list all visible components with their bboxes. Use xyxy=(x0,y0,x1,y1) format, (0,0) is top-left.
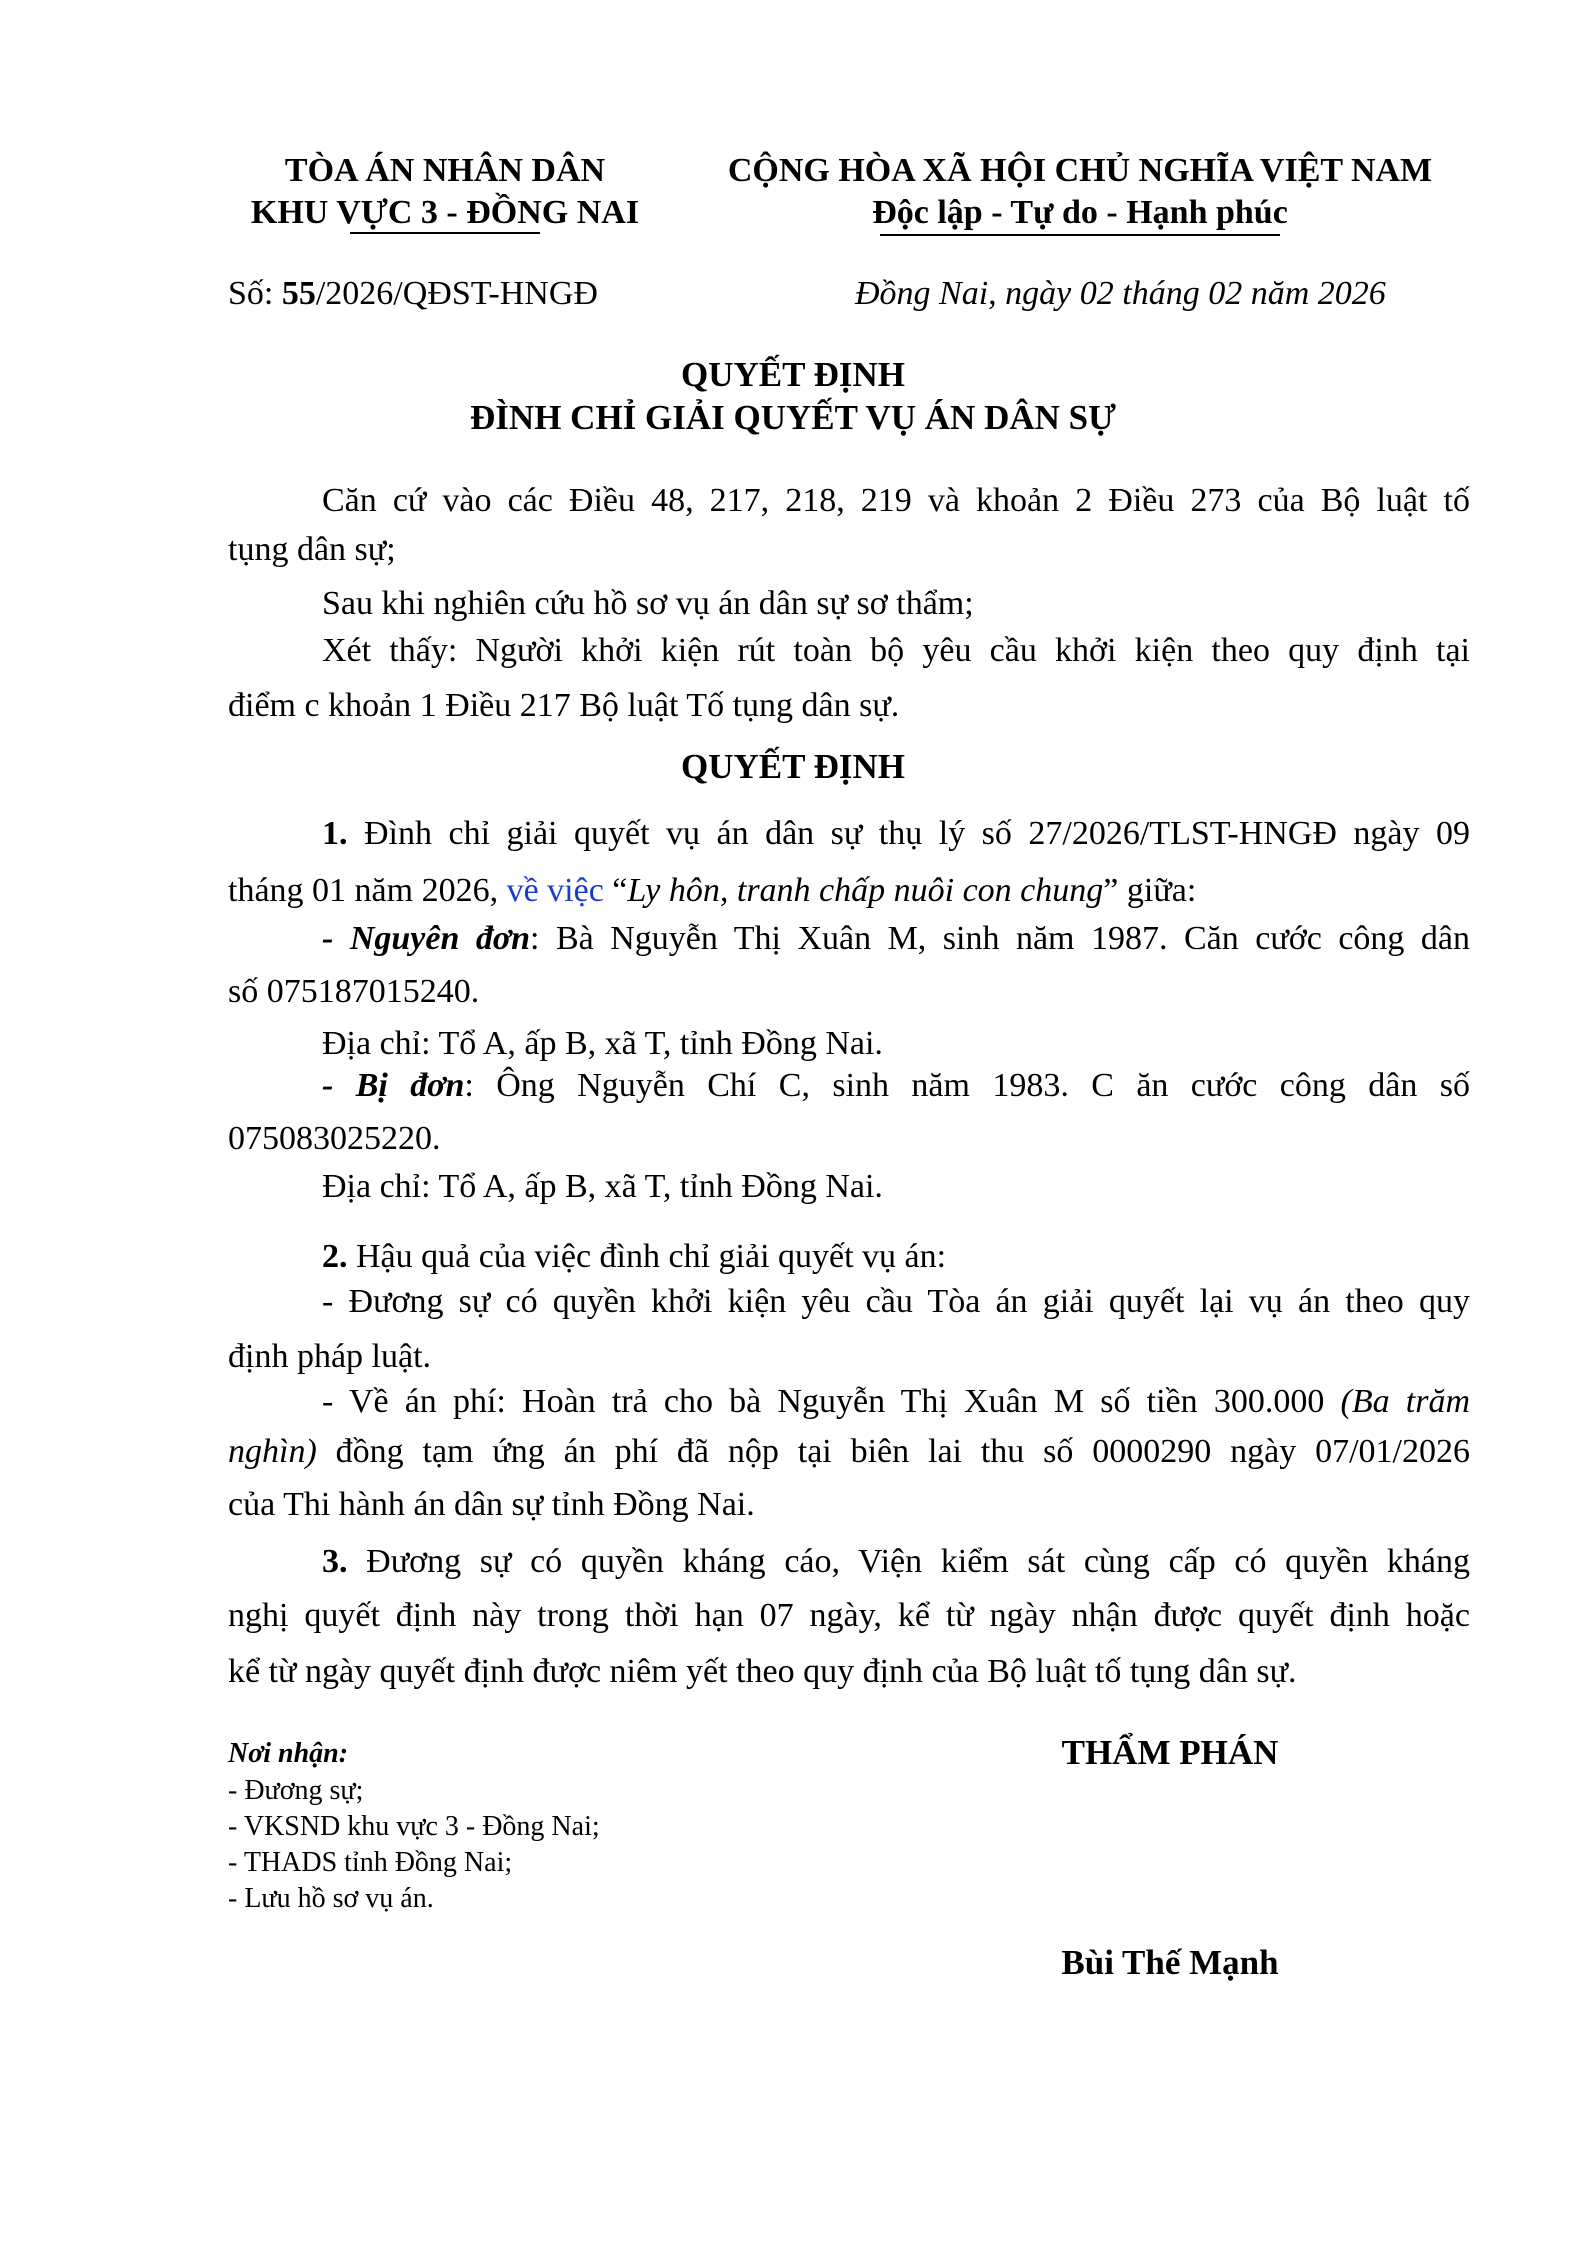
item3-line2: nghị quyết định này trong thời hạn 07 ngày, kể từ ngày nhận được quyết định hoặc xyxy=(228,1597,1470,1634)
item1-line1 xyxy=(322,815,1470,853)
item2-a-line1: - Đương sự có quyền khởi kiện yêu cầu Tòa án giải quyết lại vụ án theo quy xyxy=(322,1283,1470,1320)
item3-line3: kể từ ngày quyết định được niêm yết theo quy định của Bộ luật tố tụng dân sự. xyxy=(228,1653,1297,1690)
court-underline xyxy=(350,232,540,234)
plaintiff-info: : Bà Nguyễn Thị Xuân M, sinh năm 1987. Căn cước công dân xyxy=(530,920,1470,957)
document-date: Đồng Nai, ngày 02 tháng 02 năm 2026 xyxy=(855,275,1386,312)
preamble-p2: Sau khi nghiên cứu hồ sơ vụ án dân sự sơ thẩm; xyxy=(322,585,974,622)
item2-b-line1 xyxy=(322,1383,1470,1421)
defendant-info: : Ông Nguyễn Chí C, sinh năm 1983. C ăn cước công dân số xyxy=(464,1067,1470,1104)
recipient-item: - Lưu hồ sơ vụ án. xyxy=(228,1883,434,1914)
item3-line1 xyxy=(322,1543,1470,1581)
decision-heading: QUYẾT ĐỊNH xyxy=(681,747,905,786)
preamble-p3-line1: Xét thấy: Người khởi kiện rút toàn bộ yêu cầu khởi kiện theo quy định tại xyxy=(322,632,1470,669)
signature-name: Bùi Thế Mạnh xyxy=(1061,1943,1279,1982)
plaintiff-label: - Nguyên đơn xyxy=(322,920,531,957)
preamble-p1-line2: tụng dân sự; xyxy=(228,531,396,568)
item1-quote-open: “ xyxy=(603,872,628,909)
signature-role: THẨM PHÁN xyxy=(1061,1733,1279,1772)
item1-case-subject: Ly hôn, tranh chấp nuôi con chung xyxy=(627,872,1104,909)
nation-line1: CỘNG HÒA XÃ HỘI CHỦ NGHĨA VIỆT NAM xyxy=(727,152,1433,189)
preamble-p3-line2: điểm c khoản 1 Điều 217 Bộ luật Tố tụng dân sự. xyxy=(228,687,900,724)
court-name-line2: KHU VỰC 3 - ĐỒNG NAI xyxy=(250,194,640,231)
number-suffix: /2026/QĐST-HNGĐ xyxy=(315,275,598,312)
item3-text: Đương sự có quyền kháng cáo, Viện kiểm sát cùng cấp có quyền kháng xyxy=(347,1543,1470,1580)
court-fee-words-a: (Ba trăm xyxy=(1340,1383,1470,1420)
item1-between: ” giữa: xyxy=(1103,872,1197,909)
number-prefix: Số: xyxy=(228,275,282,312)
item2-b-line2 xyxy=(228,1433,1470,1471)
item2-line1 xyxy=(322,1233,946,1281)
preamble-p1-line1: Căn cứ vào các Điều 48, 217, 218, 219 và khoản 2 Điều 273 của Bộ luật tố xyxy=(322,482,1470,519)
item1-line2 xyxy=(228,867,1196,915)
plaintiff-line2: số 075187015240. xyxy=(228,973,480,1010)
item1-subject-label: về việc xyxy=(506,872,604,909)
plaintiff-address: Địa chỉ: Tổ A, ấp B, xã T, tỉnh Đồng Nai. xyxy=(322,1025,883,1062)
document-title: QUYẾT ĐỊNH xyxy=(681,355,905,394)
court-name-line1: TÒA ÁN NHÂN DÂN xyxy=(284,152,606,189)
court-fee-text: - Về án phí: Hoàn trả cho bà Nguyễn Thị Xuân M số tiền 300.000 xyxy=(322,1383,1341,1420)
document-number xyxy=(228,270,598,318)
recipient-item: - VKSND khu vực 3 - Đồng Nai; xyxy=(228,1811,600,1842)
item2-number: 2. xyxy=(322,1238,348,1275)
item1-number: 1. xyxy=(322,815,348,852)
item1-date-text: tháng 01 năm 2026, xyxy=(228,872,507,909)
defendant-line2: 075083025220. xyxy=(228,1120,441,1157)
recipient-item: - THADS tỉnh Đồng Nai; xyxy=(228,1847,513,1878)
defendant-label: - Bị đơn xyxy=(322,1067,465,1104)
item2-text: Hậu quả của việc đình chỉ giải quyết vụ án: xyxy=(347,1238,947,1275)
motto-underline xyxy=(880,234,1280,236)
number-value: 55 xyxy=(281,275,316,312)
plaintiff-line1 xyxy=(322,920,1470,958)
court-fee-words-b: nghìn) xyxy=(228,1433,317,1470)
item1-text: Đình chỉ giải quyết vụ án dân sự thụ lý số 27/2026/TLST-HNGĐ ngày 09 xyxy=(347,815,1470,852)
recipient-item: - Đương sự; xyxy=(228,1775,364,1806)
court-fee-receipt: đồng tạm ứng án phí đã nộp tại biên lai thu số 0000290 ngày 07/01/2026 xyxy=(316,1433,1470,1470)
item2-a-line2: định pháp luật. xyxy=(228,1338,432,1375)
item2-b-line3: của Thi hành án dân sự tỉnh Đồng Nai. xyxy=(228,1486,755,1523)
defendant-address: Địa chỉ: Tổ A, ấp B, xã T, tỉnh Đồng Nai. xyxy=(322,1168,883,1205)
recipients-heading: Nơi nhận: xyxy=(228,1738,349,1769)
document-subtitle: ĐÌNH CHỈ GIẢI QUYẾT VỤ ÁN DÂN SỰ xyxy=(470,398,1116,437)
item3-number: 3. xyxy=(322,1543,348,1580)
defendant-line1 xyxy=(322,1067,1470,1105)
nation-motto: Độc lập - Tự do - Hạnh phúc xyxy=(872,194,1288,231)
